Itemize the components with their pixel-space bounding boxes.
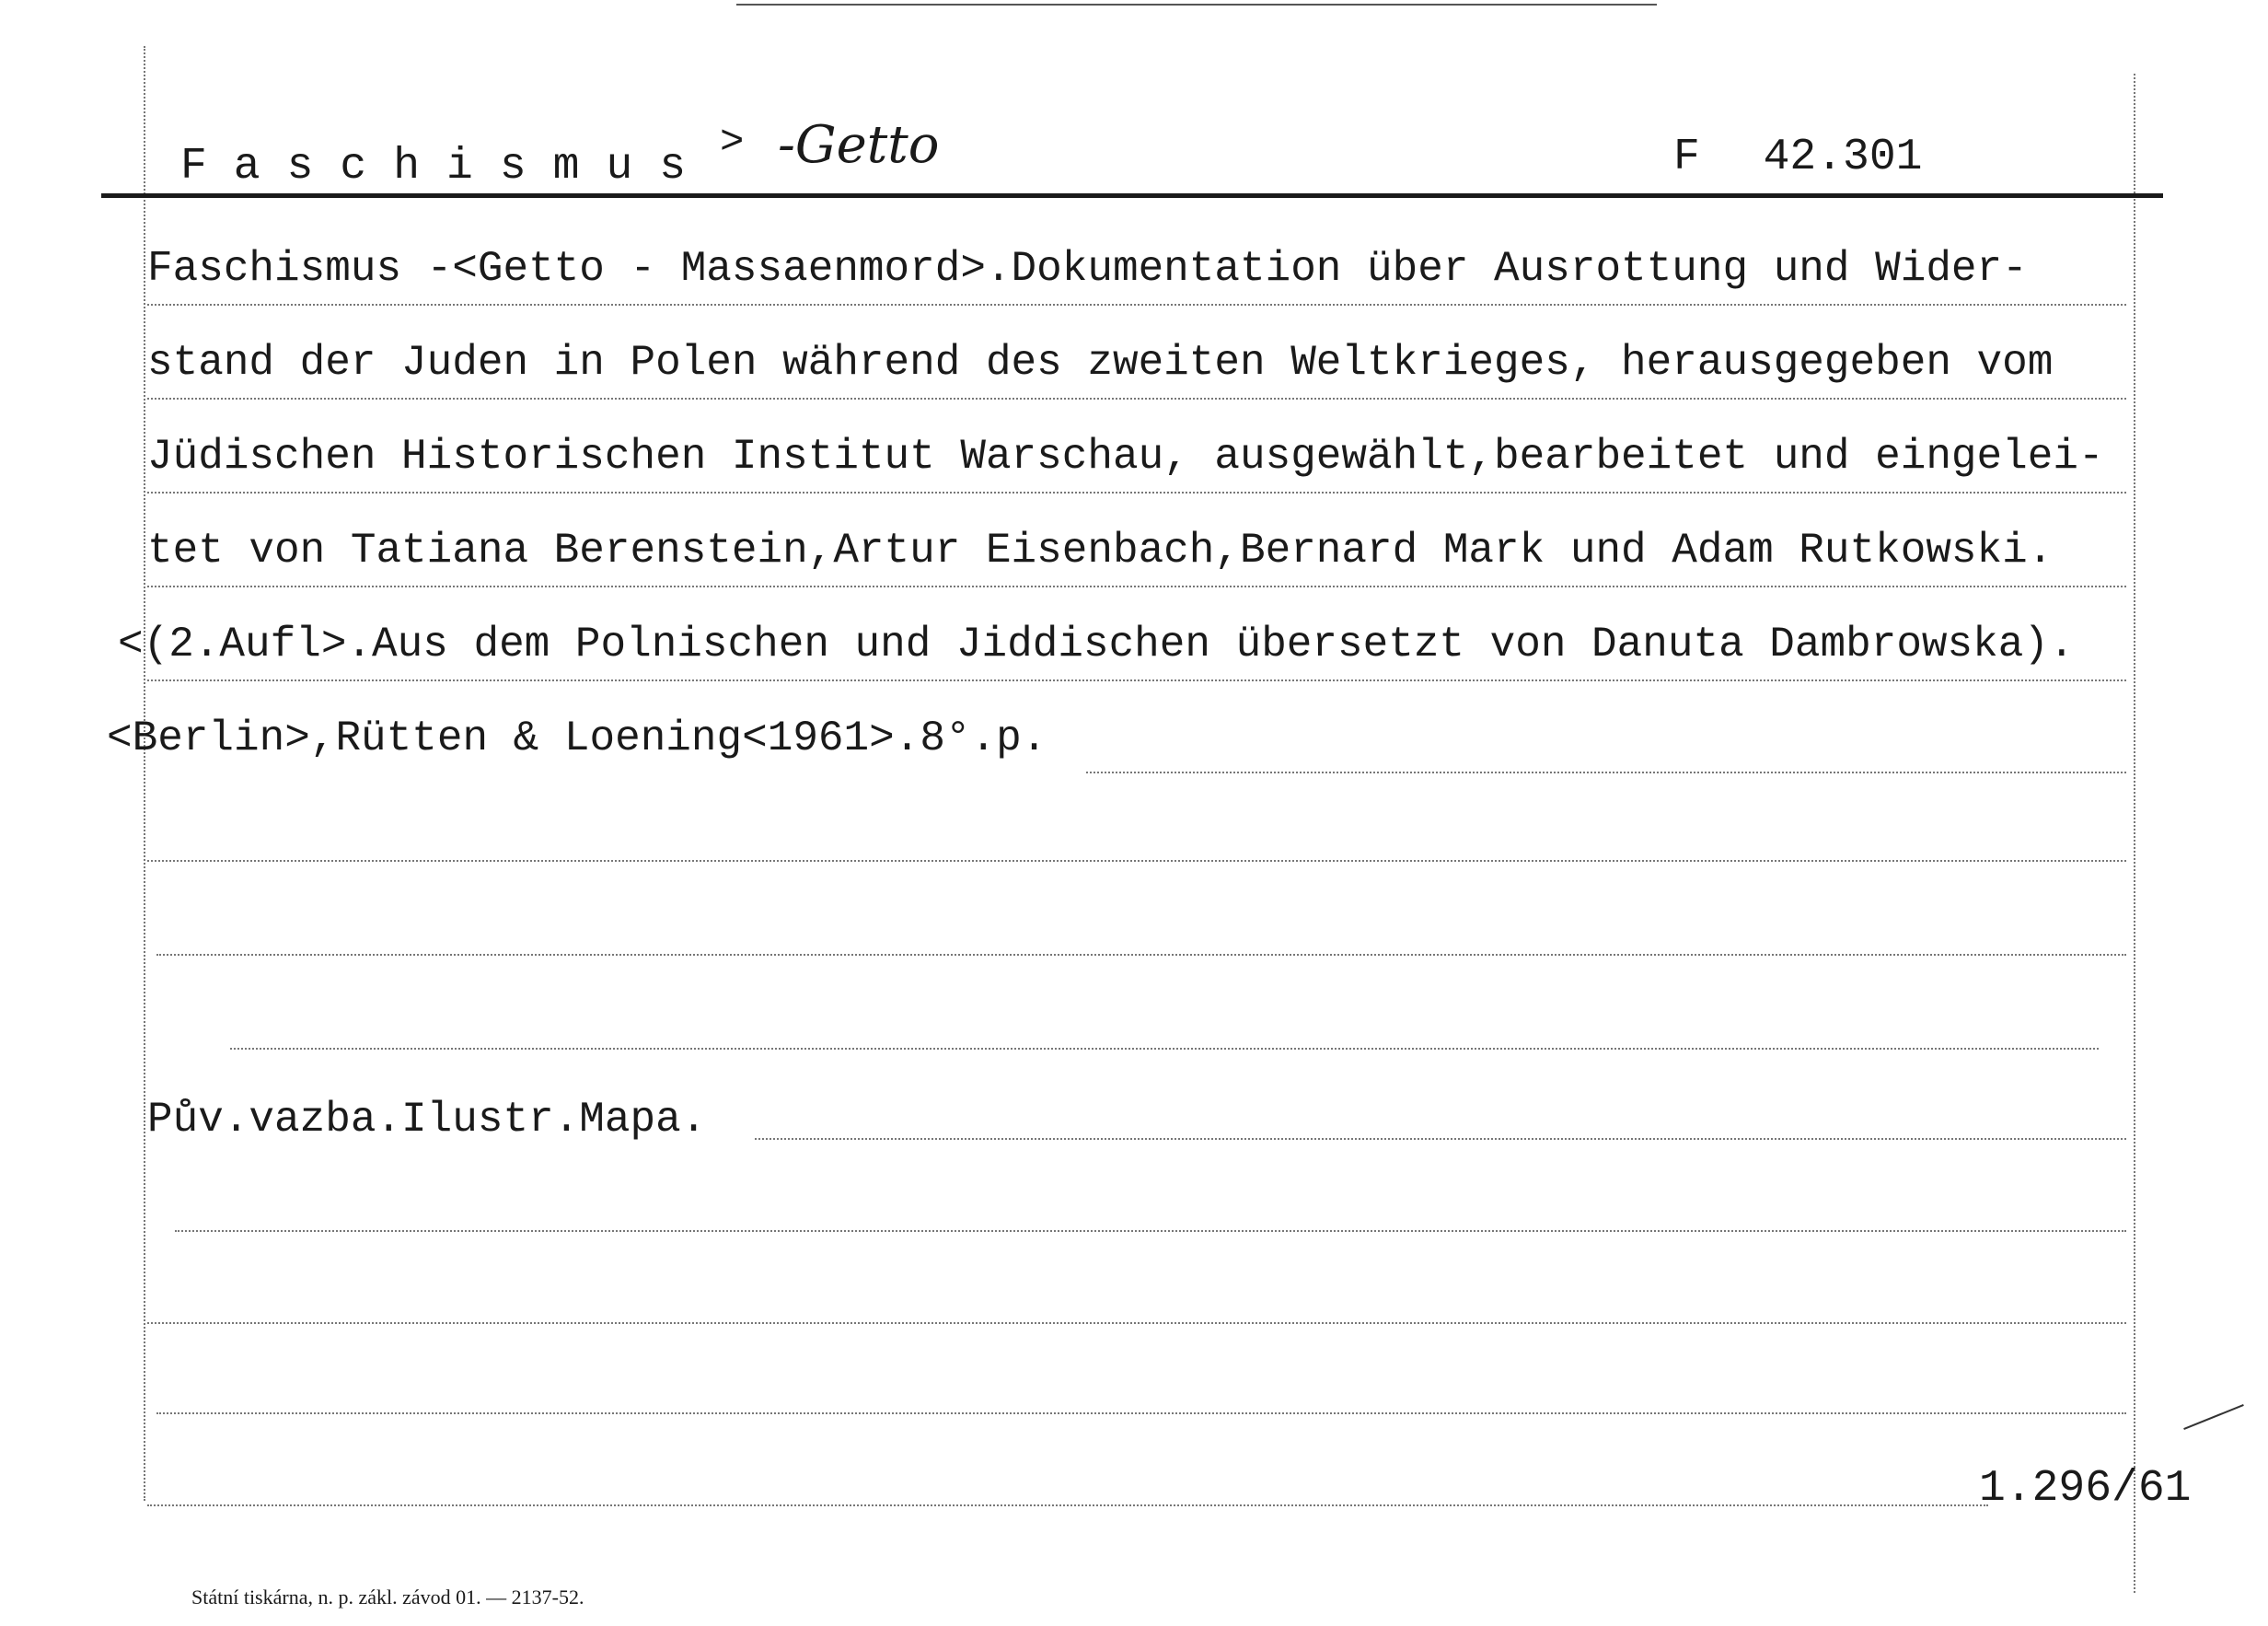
ruling-line — [147, 304, 2126, 306]
ruling-line — [147, 1504, 1988, 1506]
ruling-line — [1086, 772, 2126, 773]
call-number: F 42.301 — [1673, 133, 1923, 182]
left-margin-line — [144, 46, 145, 1501]
ruling-line — [156, 954, 2126, 956]
ruling-line — [147, 679, 2126, 681]
ruling-line — [230, 1048, 2099, 1050]
entry-line-2: stand der Juden in Polen während des zweiten Weltkrieges, herausgegeben vom — [147, 339, 2054, 387]
entry-line-1: Faschismus -<Getto - Massaenmord>.Dokumentation über Ausrottung und Wider- — [147, 245, 2028, 293]
printer-imprint: Státní tiskárna, n. p. zákl. závod 01. — 2137-52. — [191, 1585, 584, 1609]
ruling-line — [147, 492, 2126, 494]
handwritten-note: -Getto — [778, 115, 940, 175]
ruling-line — [175, 1230, 2126, 1232]
entry-line-3: Jüdischen Historischen Institut Warschau, ausgewählt,bearbeitet und eingelei- — [147, 433, 2104, 481]
card-heading: Faschismus — [180, 142, 713, 192]
top-edge-rule — [736, 4, 1657, 6]
ruling-line — [156, 1412, 2126, 1414]
right-margin-line — [2134, 74, 2135, 1593]
ruling-line — [147, 860, 2126, 862]
check-mark — [2183, 1404, 2244, 1430]
entry-line-5: <(2.Aufl>.Aus dem Polnischen und Jiddischen übersetzt von Danuta Dambrowska). — [118, 621, 2075, 668]
ruling-line — [147, 1322, 2126, 1324]
heading-rule — [101, 193, 2163, 198]
physical-notes: Pův.vazba.Ilustr.Mapa. — [147, 1096, 707, 1144]
ruling-line — [755, 1138, 2126, 1140]
entry-line-4: tet von Tatiana Berenstein,Artur Eisenbach,Bernard Mark und Adam Rutkowski. — [147, 527, 2054, 575]
ruling-line — [147, 398, 2126, 400]
entry-line-6: <Berlin>,Rütten & Loening<1961>.8°.p. — [107, 714, 1047, 762]
ruling-line — [147, 586, 2126, 587]
heading-mark: > — [720, 120, 745, 166]
accession-number: 1.296/61 — [1979, 1464, 2192, 1514]
